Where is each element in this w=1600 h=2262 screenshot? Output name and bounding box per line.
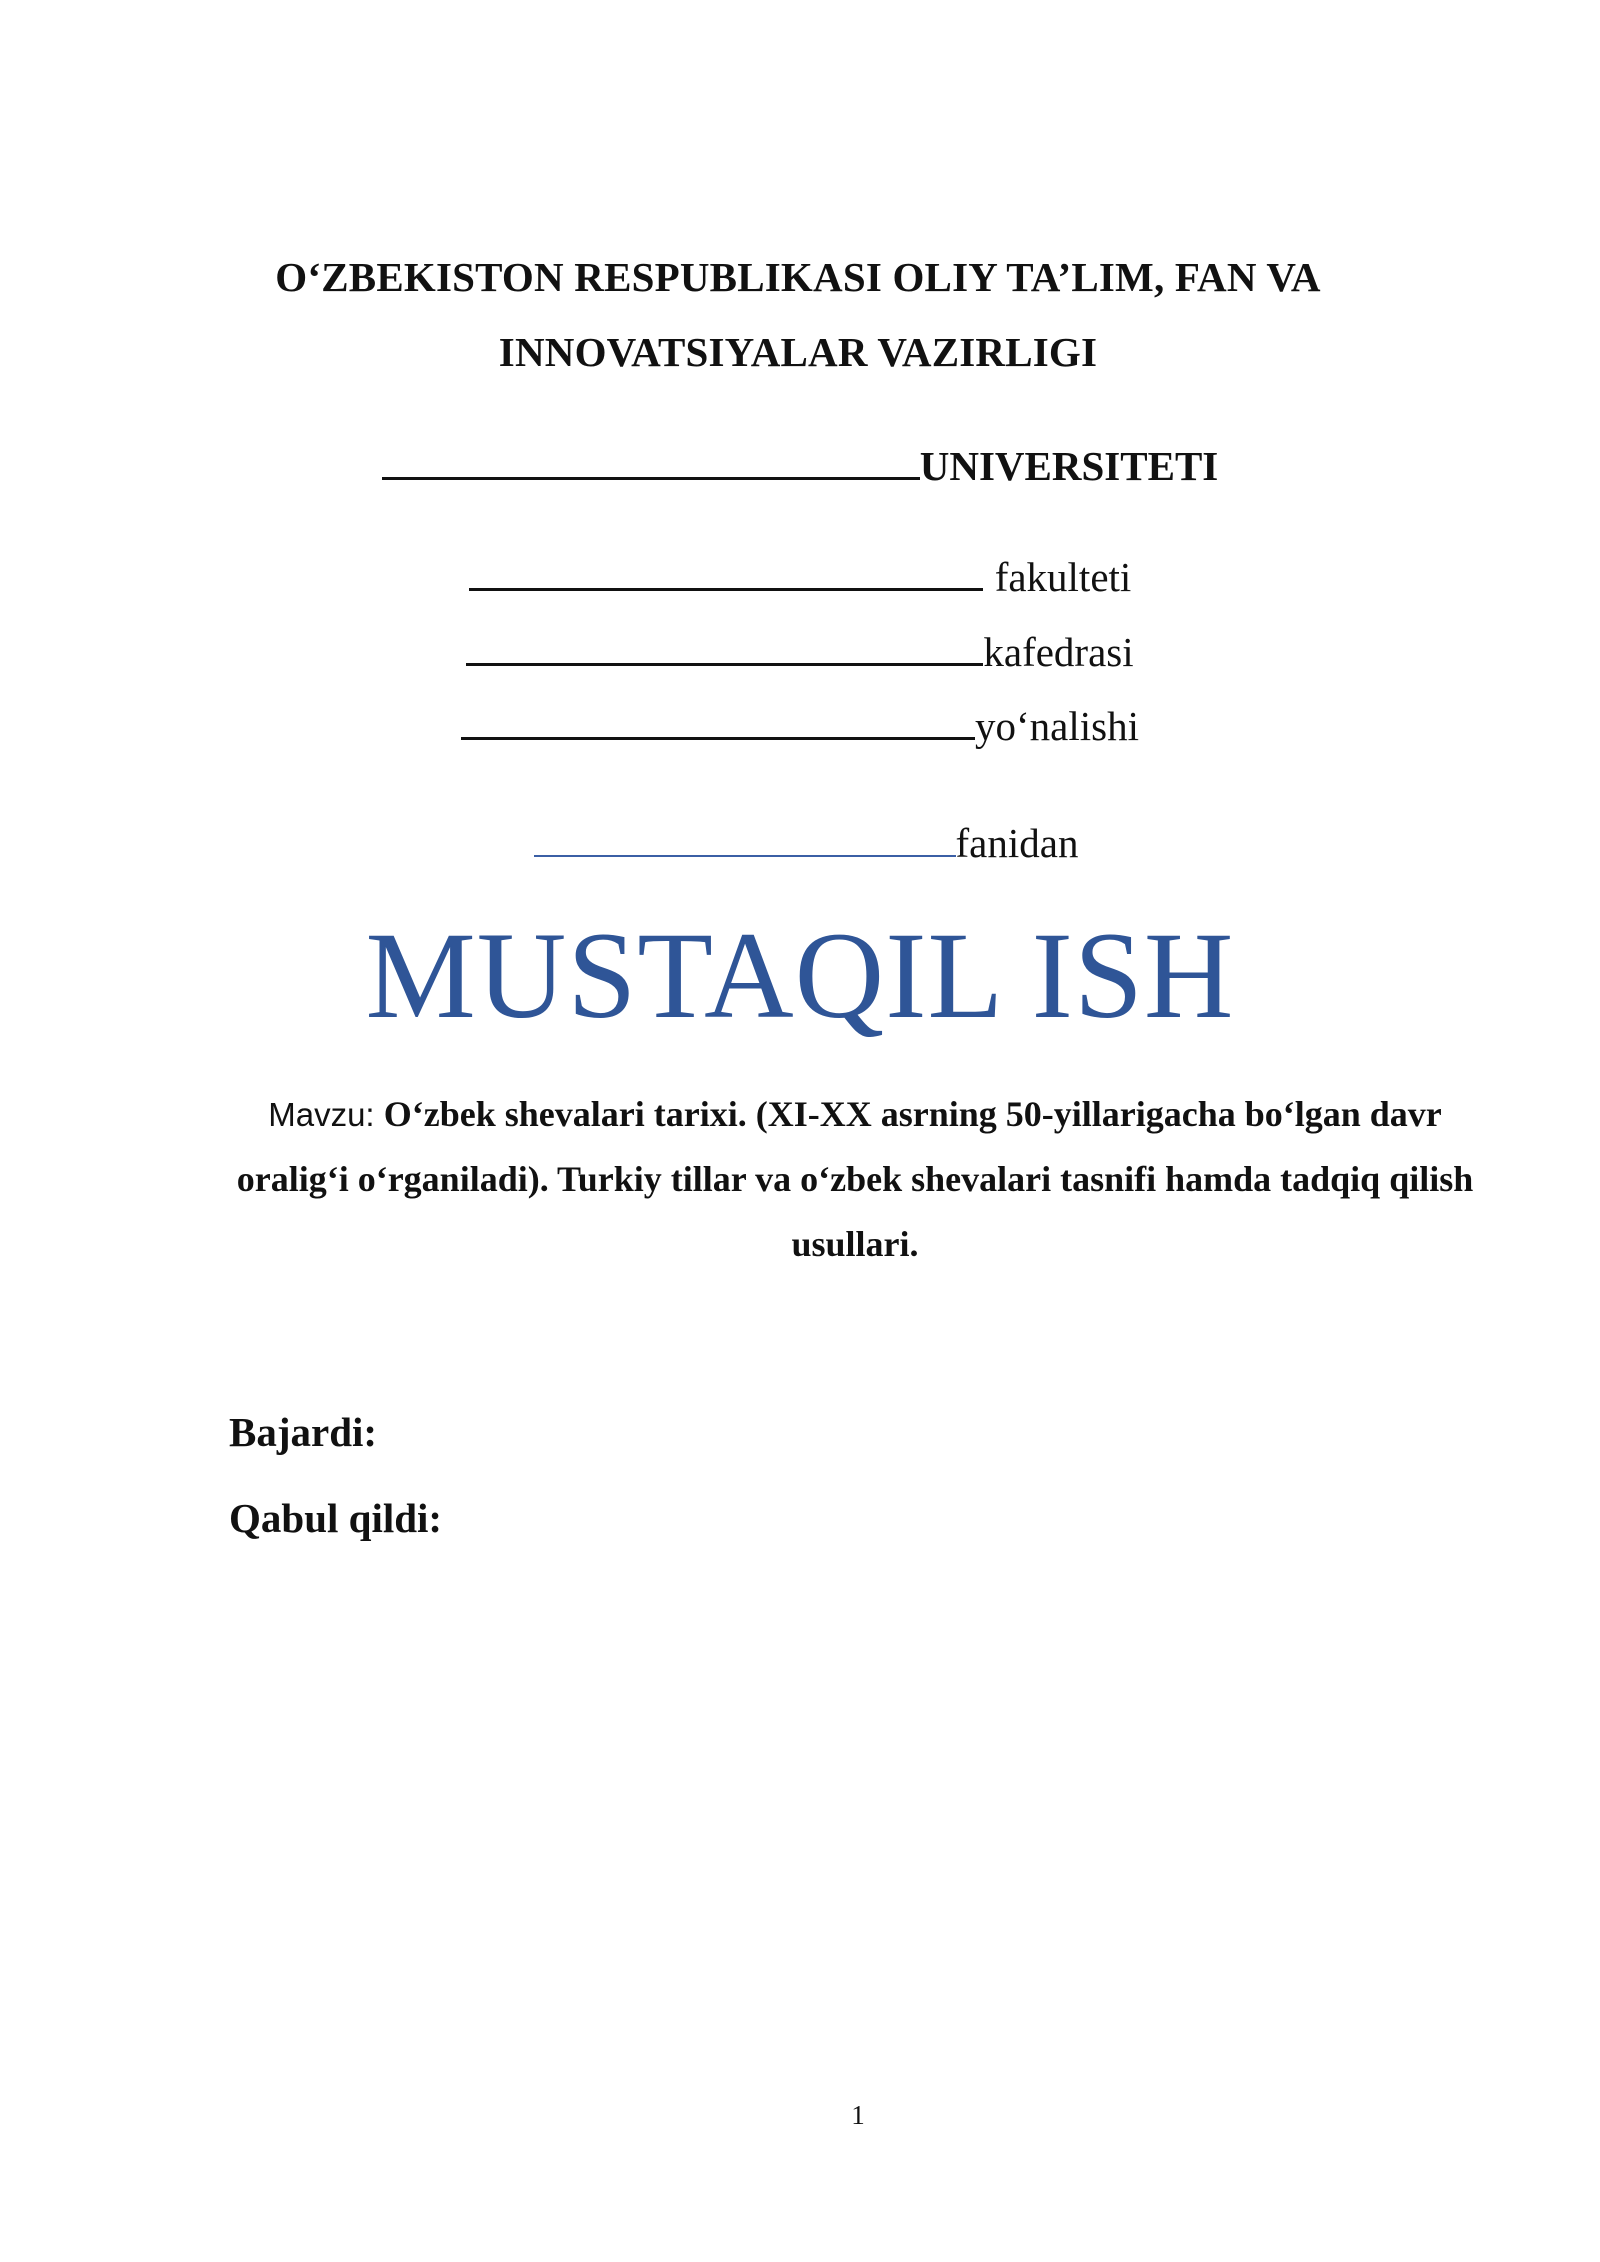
document-title: MUSTAQIL ISH xyxy=(365,907,1235,1044)
ministry-title-line-1: O‘ZBEKISTON RESPUBLIKASI OLIY TA’LIM, FAN VA xyxy=(275,254,1321,300)
direction-label: yo‘nalishi xyxy=(975,702,1139,749)
performed-by-label: Bajardi: xyxy=(229,1409,378,1455)
faculty-line xyxy=(0,549,1600,601)
kafedra-line xyxy=(0,624,1600,676)
page-number: 1 xyxy=(851,2100,865,2130)
kafedra-name-blank xyxy=(466,624,983,666)
university-label: UNIVERSITETI xyxy=(919,442,1219,489)
subject-name-blank xyxy=(534,816,956,857)
subject-label: fanidan xyxy=(955,819,1079,866)
direction-name-blank xyxy=(461,698,975,740)
faculty-label: fakulteti xyxy=(994,553,1132,600)
topic-paragraph xyxy=(230,1082,1480,1277)
accepted-by-label: Qabul qildi: xyxy=(229,1495,443,1541)
subject-line xyxy=(6,816,1600,867)
topic-text: O‘zbek shevalari tarixi. (XI-XX asrning 50-yillarigacha bo‘lgan davr oralig‘i o‘rganiladi). Turkiy tillar va o‘zbek shevalari tasnifi hamda tadqiq qilish usullari. xyxy=(236,1094,1474,1264)
faculty-name-blank xyxy=(469,549,983,591)
ministry-title-line-2: INNOVATSIYALAR VAZIRLIGI xyxy=(498,329,1098,375)
university-name-blank xyxy=(382,438,920,480)
university-line xyxy=(0,438,1600,490)
topic-label: Mavzu: xyxy=(268,1096,384,1133)
direction-line xyxy=(0,698,1600,750)
kafedra-label: kafedrasi xyxy=(983,628,1134,675)
